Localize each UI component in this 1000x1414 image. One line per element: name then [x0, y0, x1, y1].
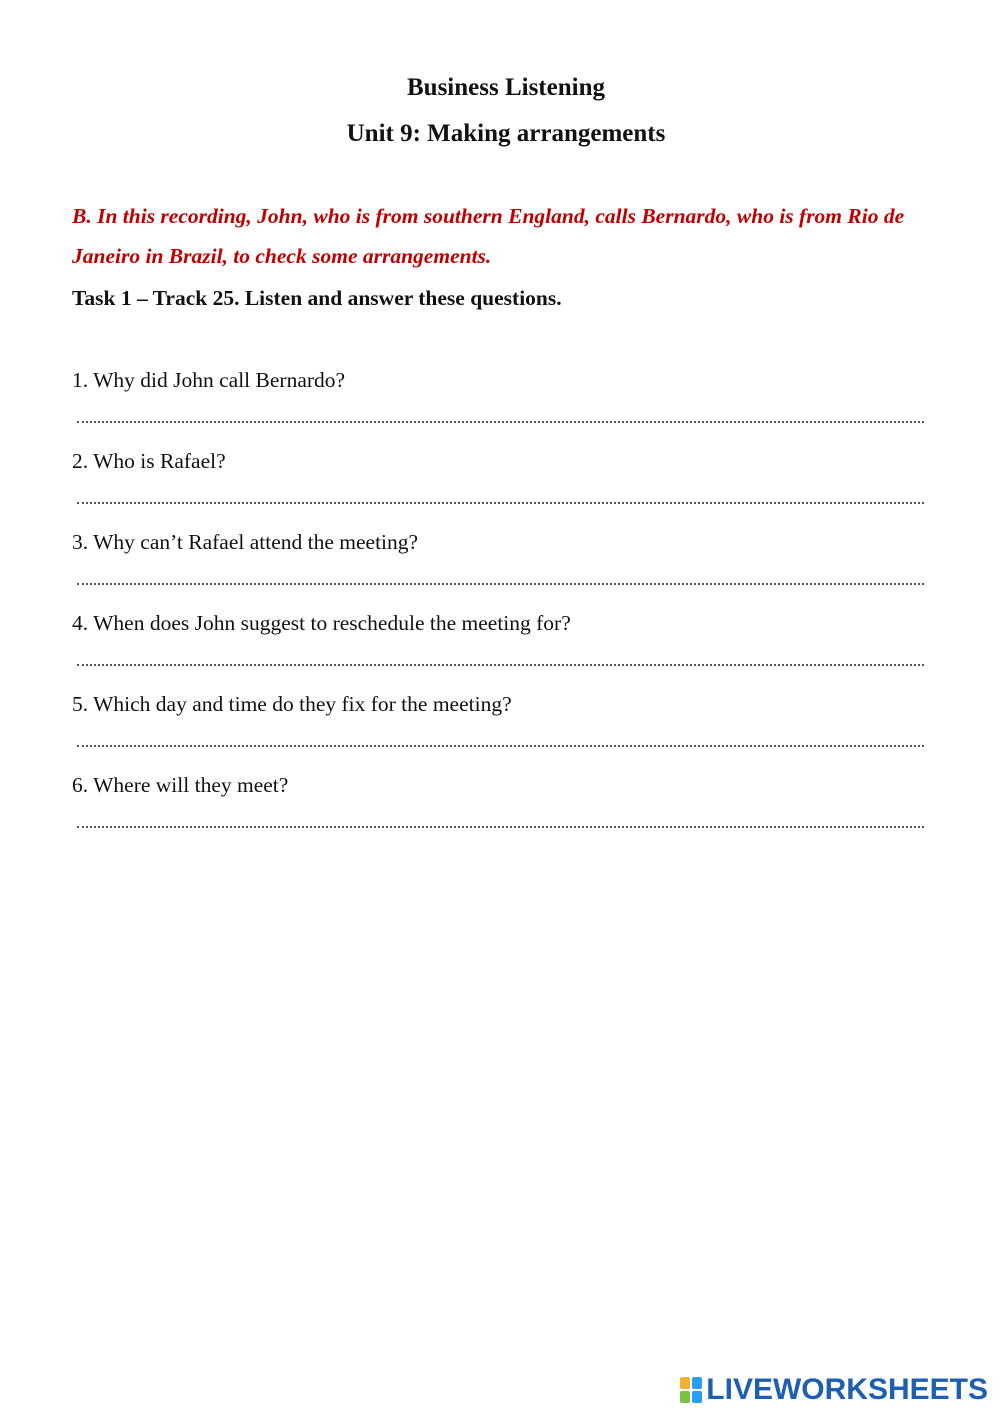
- question-text: 2. Who is Rafael?: [72, 449, 226, 473]
- question-text: 5. Which day and time do they fix for the meeting?: [72, 692, 512, 716]
- liveworksheets-logo-icon: [680, 1377, 702, 1403]
- question-item: [72, 366, 927, 447]
- question-list: [72, 366, 927, 852]
- question-item: [72, 690, 927, 771]
- answer-field[interactable]: [77, 826, 924, 828]
- answer-field[interactable]: [77, 583, 924, 585]
- answer-field[interactable]: [77, 664, 924, 666]
- brand-logo[interactable]: [680, 1374, 988, 1406]
- question-item: [72, 609, 927, 690]
- task-instruction: Task 1 – Track 25. Listen and answer these questions.: [72, 286, 562, 310]
- question-item: [72, 771, 927, 852]
- question-item: [72, 528, 927, 609]
- page-title: Business Listening: [407, 74, 605, 101]
- question-text: 3. Why can’t Rafael attend the meeting?: [72, 530, 419, 554]
- answer-field[interactable]: [77, 502, 924, 504]
- intro-text: B. In this recording, John, who is from southern England, calls Bernardo, who is from Rio de Janeiro in Brazil, to check some arrangements.: [72, 204, 905, 268]
- question-text: 4. When does John suggest to reschedule the meeting for?: [72, 611, 571, 635]
- answer-field[interactable]: [77, 421, 924, 423]
- question-text: 6. Where will they meet?: [72, 773, 289, 797]
- question-item: [72, 447, 927, 528]
- brand-name: LIVEWORKSHEETS: [706, 1373, 988, 1406]
- answer-field[interactable]: [77, 745, 924, 747]
- question-text: 1. Why did John call Bernardo?: [72, 368, 346, 392]
- page-subtitle: Unit 9: Making arrangements: [346, 120, 666, 147]
